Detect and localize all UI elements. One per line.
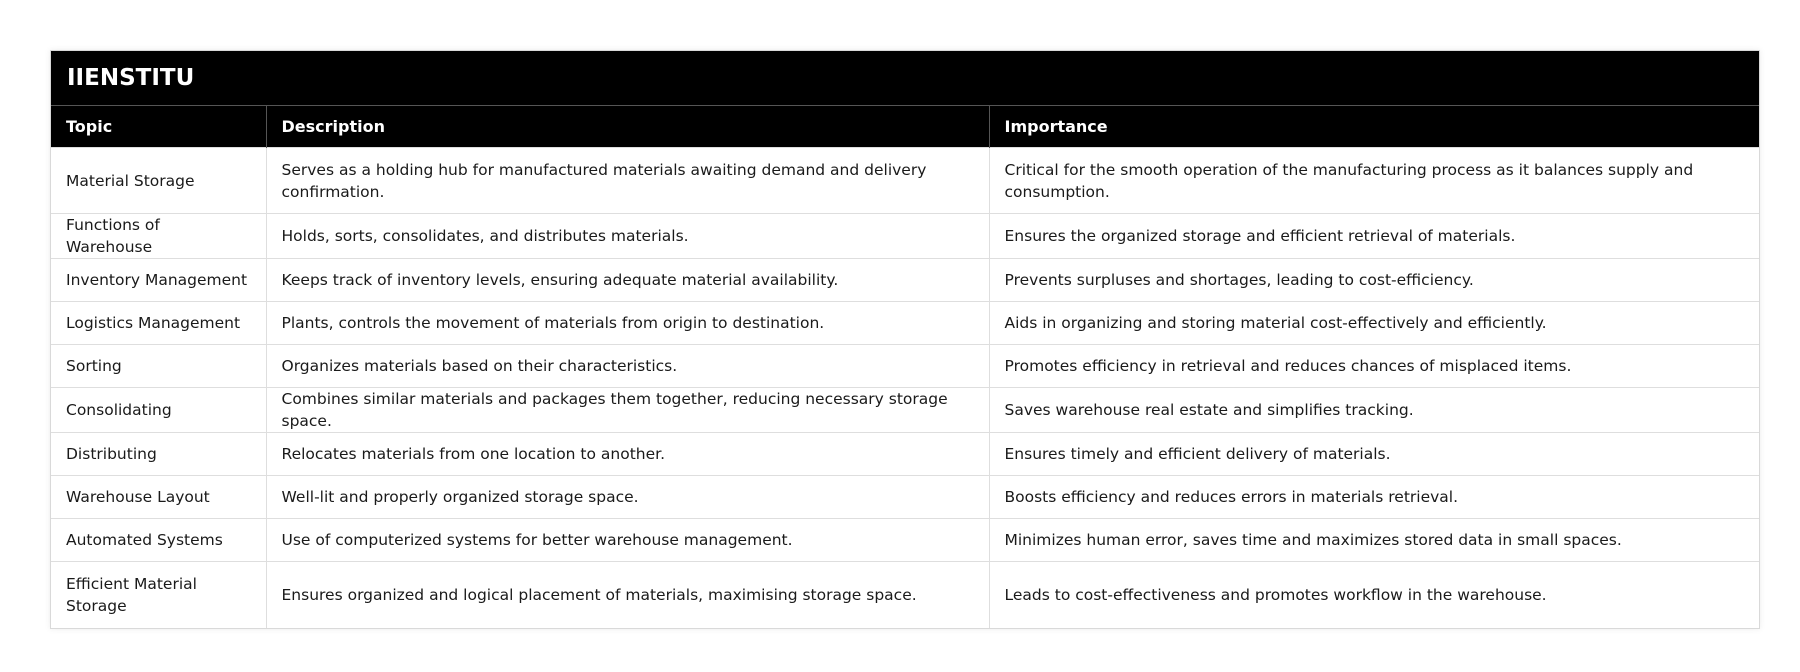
cell-description: Keeps track of inventory levels, ensuring adequate material availability. [266,259,989,302]
cell-description: Plants, controls the movement of materials from origin to destination. [266,302,989,345]
cell-description: Relocates materials from one location to another. [266,433,989,476]
cell-importance: Promotes efficiency in retrieval and reduces chances of misplaced items. [989,345,1759,388]
table-row [51,388,1759,433]
column-header-topic: Topic [51,106,266,148]
cell-description: Combines similar materials and packages them together, reducing necessary storage space. [266,388,989,433]
cell-description: Well-lit and properly organized storage space. [266,476,989,519]
table-title: IIENSTITU [51,51,1759,105]
cell-topic: Automated Systems [51,519,266,562]
table-row [51,214,1759,259]
cell-description: Use of computerized systems for better warehouse management. [266,519,989,562]
cell-importance: Ensures the organized storage and efficient retrieval of materials. [989,214,1759,259]
cell-description: Organizes materials based on their characteristics. [266,345,989,388]
cell-importance: Prevents surpluses and shortages, leading to cost-efficiency. [989,259,1759,302]
cell-importance: Ensures timely and efficient delivery of materials. [989,433,1759,476]
cell-description: Serves as a holding hub for manufactured materials awaiting demand and delivery confirmation. [266,148,989,214]
cell-importance: Minimizes human error, saves time and maximizes stored data in small spaces. [989,519,1759,562]
cell-topic: Distributing [51,433,266,476]
data-table-card [50,50,1760,629]
table-row [51,302,1759,345]
table-row [51,345,1759,388]
cell-topic: Efficient Material Storage [51,562,266,628]
cell-topic: Warehouse Layout [51,476,266,519]
table-row [51,519,1759,562]
table-row [51,476,1759,519]
cell-topic: Inventory Management [51,259,266,302]
header-row [51,106,1759,148]
table-row [51,259,1759,302]
cell-importance: Critical for the smooth operation of the manufacturing process as it balances supply and consumption. [989,148,1759,214]
cell-topic: Functions of Warehouse [51,214,266,259]
table-row [51,562,1759,628]
cell-description: Ensures organized and logical placement of materials, maximising storage space. [266,562,989,628]
cell-topic: Logistics Management [51,302,266,345]
cell-topic: Sorting [51,345,266,388]
cell-importance: Boosts efficiency and reduces errors in materials retrieval. [989,476,1759,519]
cell-importance: Leads to cost-effectiveness and promotes workflow in the warehouse. [989,562,1759,628]
column-header-importance: Importance [989,106,1759,148]
cell-description: Holds, sorts, consolidates, and distributes materials. [266,214,989,259]
table-row [51,433,1759,476]
cell-importance: Aids in organizing and storing material cost-effectively and efficiently. [989,302,1759,345]
data-table [51,105,1759,628]
cell-importance: Saves warehouse real estate and simplifies tracking. [989,388,1759,433]
table-row [51,148,1759,214]
column-header-description: Description [266,106,989,148]
cell-topic: Material Storage [51,148,266,214]
cell-topic: Consolidating [51,388,266,433]
